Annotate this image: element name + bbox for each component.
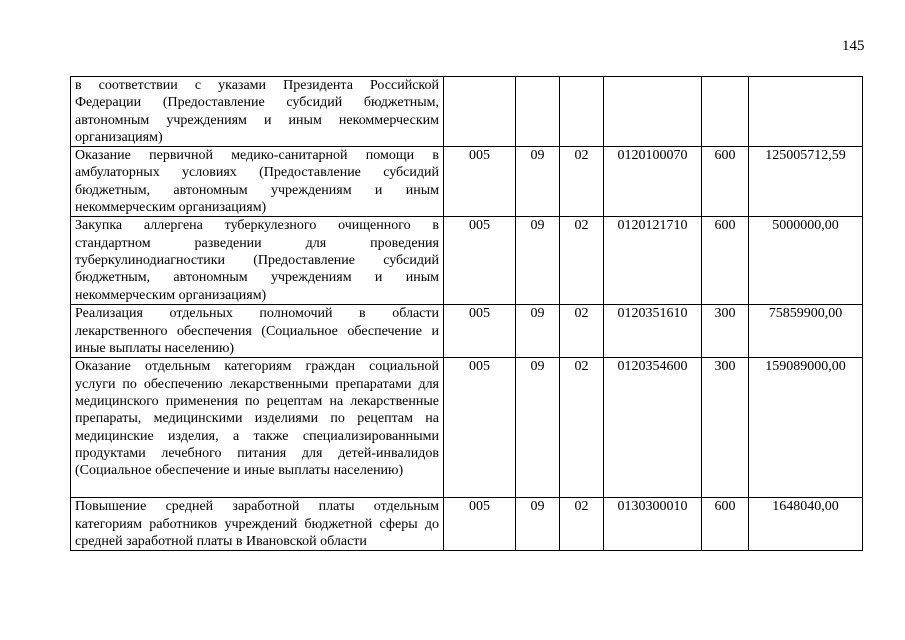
subsection-code (560, 77, 604, 147)
section-code (516, 77, 560, 147)
section-code: 09 (516, 358, 560, 498)
table-row (71, 147, 863, 217)
subsection-code: 02 (560, 498, 604, 551)
expense-type-code: 600 (702, 217, 749, 305)
dept-code (444, 77, 516, 147)
subsection-code: 02 (560, 305, 604, 358)
dept-code: 005 (444, 147, 516, 217)
amount: 1648040,00 (749, 498, 863, 551)
amount: 159089000,00 (749, 358, 863, 498)
row-description: Оказание первичной медико-санитарной помощи в амбулаторных условиях (Предоставление субсидий бюджетным, автономным учреждениям и иным некоммерческим организациям) (71, 147, 444, 217)
row-description: в соответствии с указами Президента Российской Федерации (Предоставление субсидий бюджетным, автономным учреждениям и иным некоммерческим организациям) (71, 77, 444, 147)
dept-code: 005 (444, 217, 516, 305)
target-article-code: 0120351610 (604, 305, 702, 358)
target-article-code (604, 77, 702, 147)
table-row (71, 77, 863, 147)
expense-type-code: 300 (702, 305, 749, 358)
target-article-code: 0130300010 (604, 498, 702, 551)
section-code: 09 (516, 305, 560, 358)
target-article-code: 0120121710 (604, 217, 702, 305)
expense-type-code: 300 (702, 358, 749, 498)
dept-code: 005 (444, 358, 516, 498)
table-row (71, 498, 863, 551)
expense-type-code: 600 (702, 147, 749, 217)
expense-type-code: 600 (702, 498, 749, 551)
amount (749, 77, 863, 147)
target-article-code: 0120354600 (604, 358, 702, 498)
amount: 75859900,00 (749, 305, 863, 358)
row-description: Оказание отдельным категориям граждан социальной услуги по обеспечению лекарственными препаратами для медицинского применения по рецептам на лекарственные препараты, медицинскими изделиями по рецептам на медицинские изделия, а также специализированными продуктами лечебного питания для детей-инвалидов (Социальное обеспечение и иные выплаты населению) (71, 358, 444, 498)
subsection-code: 02 (560, 358, 604, 498)
dept-code: 005 (444, 498, 516, 551)
target-article-code: 0120100070 (604, 147, 702, 217)
budget-table (70, 76, 863, 551)
section-code: 09 (516, 217, 560, 305)
table-row (71, 305, 863, 358)
section-code: 09 (516, 498, 560, 551)
row-description: Реализация отдельных полномочий в области лекарственного обеспечения (Социальное обеспечение и иные выплаты населению) (71, 305, 444, 358)
dept-code: 005 (444, 305, 516, 358)
amount: 125005712,59 (749, 147, 863, 217)
subsection-code: 02 (560, 147, 604, 217)
amount: 5000000,00 (749, 217, 863, 305)
table-row (71, 217, 863, 305)
table-row (71, 358, 863, 498)
page-number: 145 (842, 38, 865, 54)
row-description: Повышение средней заработной платы отдельным категориям работников учреждений бюджетной сферы до средней заработной платы в Ивановской области (71, 498, 444, 551)
subsection-code: 02 (560, 217, 604, 305)
expense-type-code (702, 77, 749, 147)
section-code: 09 (516, 147, 560, 217)
row-description: Закупка аллергена туберкулезного очищенного в стандартном разведении для проведения туберкулинодиагностики (Предоставление субсидий бюджетным, автономным учреждениям и иным некоммерческим организациям) (71, 217, 444, 305)
